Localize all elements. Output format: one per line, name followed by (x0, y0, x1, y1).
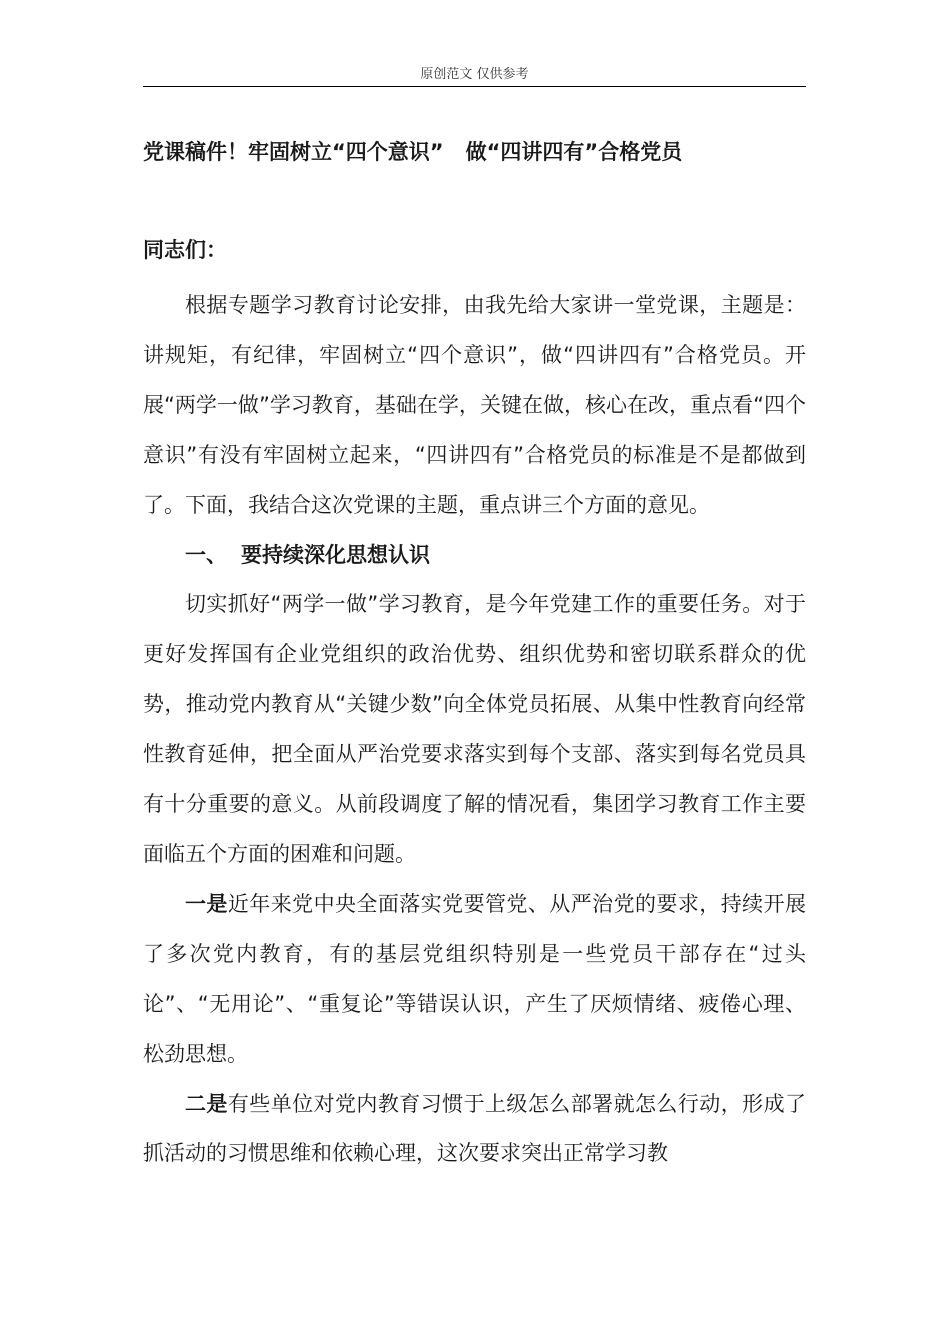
point-lead: 一是 (185, 891, 228, 916)
intro-paragraph: 根据专题学习教育讨论安排，由我先给大家讲一堂党课，主题是：讲规矩，有纪律，牢固树立“四个意识”，做“四讲四有”合格党员。开展“两学一做”学习教育，基础在学，关键在做，核心在改，重点看“四个意识”有没有牢固树立起来，“四讲四有”合格党员的标准是不是都做到了。下面，我结合这次党课的主题，重点讲三个方面的意见。 (143, 293, 806, 517)
salutation: 同志们： (143, 238, 227, 262)
point-text: 有些单位对党内教育习惯于上级怎么部署就怎么行动，形成了抓活动的习惯思维和依赖心理，这次要求突出正常学习教 (143, 1091, 806, 1166)
section-heading (143, 531, 806, 581)
section-number: 一、 (185, 542, 227, 567)
title-part-2: 做“四讲四有”合格党员 (465, 140, 683, 164)
point-paragraph (143, 880, 806, 1080)
section-title: 要持续深化思想认识 (241, 542, 430, 567)
document-body (143, 281, 806, 1179)
title-part-1: 党课稿件！牢固树立“四个意识” (143, 140, 444, 164)
page-header: 原创范文 仅供参考 (420, 67, 529, 82)
document-title (143, 134, 823, 170)
header-divider (143, 86, 806, 87)
point-text: 近年来党中央全面落实党要管党、从严治党的要求，持续开展了多次党内教育，有的基层党组织特别是一些党员干部存在“过头论”、“无用论”、“重复论”等错误认识，产生了厌烦情绪、疲倦心理、松劲思想。 (143, 891, 806, 1066)
body-paragraph: 切实抓好“两学一做”学习教育，是今年党建工作的重要任务。对于更好发挥国有企业党组织的政治优势、组织优势和密切联系群众的优势，推动党内教育从“关键少数”向全体党员拓展、从集中性教育向经常性教育延伸，把全面从严治党要求落实到每个支部、落实到每名党员具有十分重要的意义。从前段调度了解的情况看，集团学习教育工作主要面临五个方面的困难和问题。 (143, 592, 806, 866)
point-paragraph (143, 1080, 806, 1180)
point-lead: 二是 (185, 1091, 228, 1116)
